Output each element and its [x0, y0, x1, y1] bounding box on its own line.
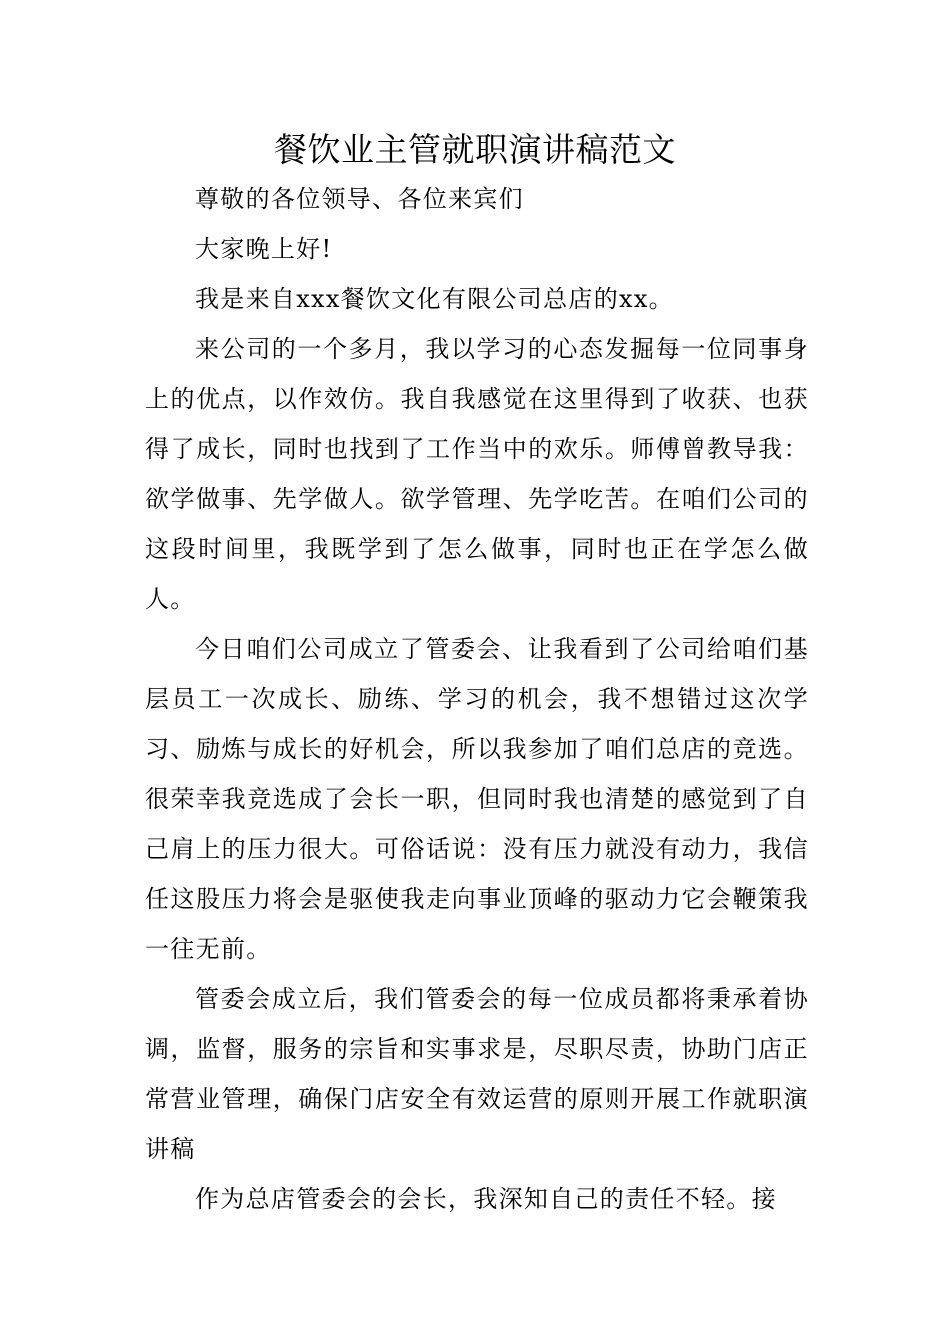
paragraph-committee: 管委会成立后，我们管委会的每一位成员都将秉承着协调，监督，服务的宗旨和实事求是，尽职尽责，协助门店正常营业管理，确保门店安全有效运营的原则开展工作就职演讲稿 — [145, 985, 809, 1163]
paragraph-greeting: 大家晚上好! — [195, 235, 333, 263]
paragraph-salutation: 尊敬的各位领导、各位来宾们 — [195, 185, 524, 213]
paragraph-introduction: 我是来自xxx餐饮文化有限公司总店的xx。 — [195, 285, 674, 313]
paragraph-experience: 来公司的一个多月，我以学习的心态发掘每一位同事身上的优点，以作效仿。我自我感觉在这里得到了收获、也获得了成长，同时也找到了工作当中的欢乐。师傅曾教导我：欲学做事、先学做人。欲学管理、先学吃苦。在咱们公司的这段时间里，我既学到了怎么做事，同时也正在学怎么做人。 — [145, 335, 809, 613]
document-title: 餐饮业主管就职演讲稿范文 — [274, 130, 676, 169]
paragraph-election: 今日咱们公司成立了管委会、让我看到了公司给咱们基层员工一次成长、励练、学习的机会，我不想错过这次学习、励炼与成长的好机会，所以我参加了咱们总店的竞选。很荣幸我竞选成了会长一职，但同时我也清楚的感觉到了自己肩上的压力很大。可俗话说：没有压力就没有动力，我信任这股压力将会是驱使我走向事业顶峰的驱动力它会鞭策我一往无前。 — [145, 635, 809, 963]
paragraph-responsibility: 作为总店管委会的会长，我深知自己的责任不轻。接 — [195, 1185, 777, 1213]
document-body — [145, 174, 809, 1224]
